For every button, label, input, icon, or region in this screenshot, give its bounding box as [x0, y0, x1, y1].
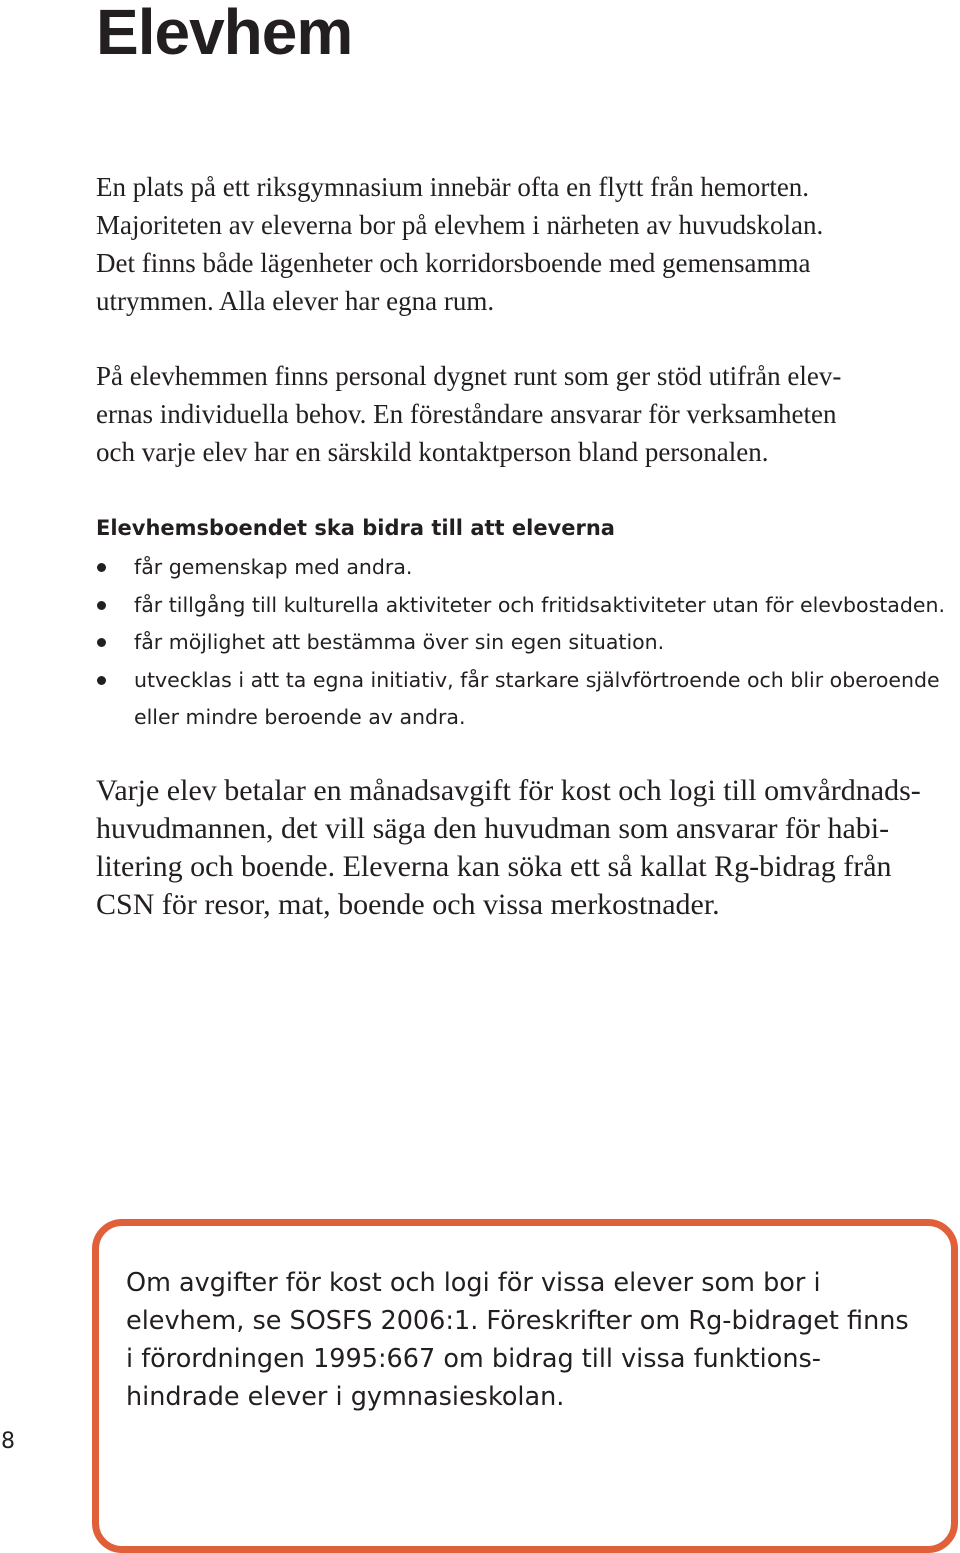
staff-paragraph [96, 357, 956, 471]
list-item-text: får gemenskap med andra. [134, 555, 413, 579]
fees-line: CSN för resor, mat, boende och vissa merkostnader. [96, 888, 720, 921]
bullet-icon [97, 676, 106, 685]
page-title: Elevhem [96, 0, 353, 68]
bullet-icon [97, 601, 106, 610]
fees-line: Varje elev betalar en månadsavgift för kost och logi till omvårdnads- [96, 774, 921, 807]
list-item [96, 549, 956, 587]
list-item-text: får tillgång till kulturella aktiviteter och fritidsaktiviteter utan för elevbostaden. [134, 592, 946, 617]
page-number: 8 [1, 1429, 15, 1454]
intro-line: Det finns både lägenheter och korridorsboende med gemensamma [96, 248, 811, 278]
staff-line: och varje elev har en särskild kontaktperson bland personalen. [96, 437, 769, 467]
bullet-icon [97, 563, 106, 572]
list-item-text: eller mindre beroende av andra. [134, 705, 466, 729]
fees-line: huvudmannen, det vill säga den huvudman som ansvarar för habi- [96, 812, 890, 845]
intro-paragraph [96, 168, 956, 320]
fees-line: litering och boende. Eleverna kan söka ett så kallat Rg-bidrag från [96, 850, 892, 883]
list-heading: Elevhemsboendet ska bidra till att eleverna [96, 516, 615, 540]
note-line: i förordningen 1995:667 om bidrag till vissa funktions- [126, 1344, 821, 1374]
note-line: hindrade elever i gymnasieskolan. [126, 1382, 565, 1412]
fees-paragraph [96, 772, 956, 924]
note-line: elevhem, se SOSFS 2006:1. Föreskrifter om Rg-bidraget finns [126, 1306, 909, 1336]
intro-line: utrymmen. Alla elever har egna rum. [96, 286, 495, 316]
note-text [126, 1264, 909, 1416]
list-item-text: utvecklas i att ta egna initiativ, får starkare självförtroende och blir oberoende [134, 667, 940, 692]
staff-line: ernas individuella behov. En föreståndare ansvarar för verksamheten [96, 399, 837, 429]
list-item [96, 662, 956, 737]
list-item-text: får möjlighet att bestämma över sin egen situation. [134, 630, 665, 654]
intro-line: Majoriteten av eleverna bor på elevhem i närheten av huvudskolan. [96, 210, 824, 240]
goals-list [96, 549, 956, 737]
staff-line: På elevhemmen finns personal dygnet runt som ger stöd utifrån elev- [96, 361, 842, 391]
bullet-icon [97, 638, 106, 647]
intro-line: En plats på ett riksgymnasium innebär ofta en flytt från hemorten. [96, 172, 810, 202]
note-line: Om avgifter för kost och logi för vissa elever som bor i [126, 1268, 821, 1298]
list-item [96, 624, 956, 662]
list-item [96, 587, 956, 625]
